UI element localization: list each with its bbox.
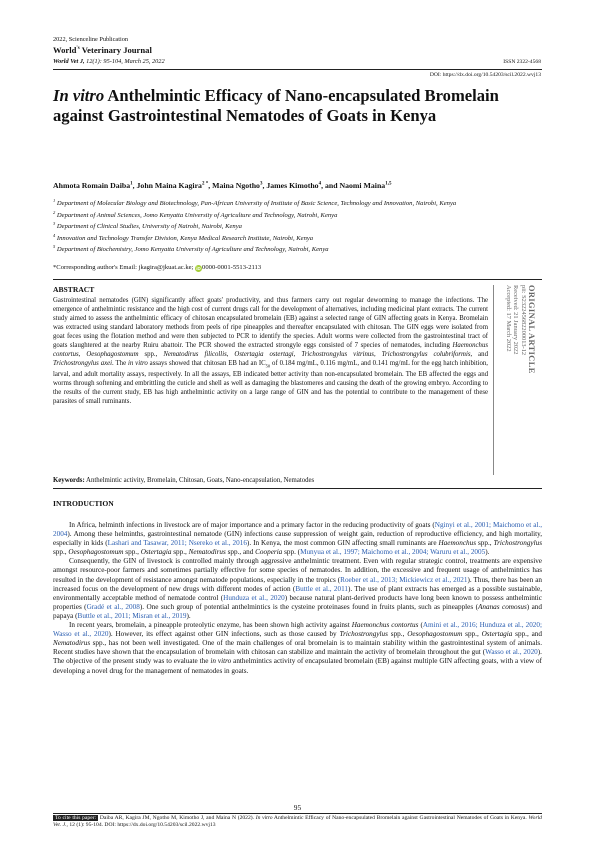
affiliation-item <box>53 243 543 255</box>
affiliation-text: Innovation and Technology Transfer Division, Kenya Medical Research Institute, Nairobi, Kenya <box>55 234 314 242</box>
citation-link[interactable]: Wasso et al., 2020 <box>485 648 538 657</box>
journal-sup: 's <box>76 46 80 52</box>
text-segment: spp., <box>53 548 69 557</box>
abstract-text-b: spp., <box>138 351 164 358</box>
abstract-body <box>53 296 488 406</box>
author-name: John Maina Kagira <box>136 181 202 190</box>
corresponding-email[interactable]: *Corresponding author's Email: jkagira@jkuat.ac.ke; <box>53 264 194 271</box>
citation-link[interactable]: Hunduza et al., 2020 <box>223 593 285 602</box>
author-name: Naomi Maina <box>339 181 386 190</box>
journal-name <box>53 45 152 55</box>
affiliation-number: 1 <box>53 198 56 203</box>
italic-term: in vitro <box>210 657 232 666</box>
keywords-label: Keywords: <box>53 477 85 484</box>
author-separator: , <box>262 181 267 190</box>
introduction-body <box>53 521 542 676</box>
intro-paragraph-1 <box>53 521 542 557</box>
author-affiliation-sup: 3 <box>259 181 263 187</box>
italic-term: Trichostrongylus <box>339 630 388 639</box>
text-segment: ). The use of plant extracts has emerged as a possible sustainable, environmentally acceptable method of nematode control ( <box>53 584 543 602</box>
issn: ISSN 2322-4568 <box>503 59 541 65</box>
cite-text: Daiba AR, Kagira JM, Ngotho M, Kimotho J, and Maina N (2022). <box>98 815 256 821</box>
accepted-date: Accepted: 17 March 2022 <box>504 285 512 352</box>
text-segment: anthelmintics activity of encapsulated bromelain (EB) against multiple GIN affecting goats, with a view of developing a novel drug for the management of nematodes in goats. <box>53 657 542 675</box>
abstract-ic-sub: 50 <box>265 363 271 369</box>
citation-link[interactable]: Nginyi et al., 2001; Maichomo et al., 2004 <box>53 521 542 539</box>
affiliation-item <box>53 220 543 232</box>
abstract-species-2: Nematodirus filicollis, Ostertagia ostertagi, Trichostrongylus vitrinus, Trichostrongylus colubriformis, <box>163 351 473 358</box>
citation-link[interactable]: Lashari and Tasawar, 2011; Nsereko et al., 2016 <box>107 539 247 548</box>
abstract-text-c: and <box>472 351 488 358</box>
citation-link[interactable]: Gradé et al., 2008 <box>86 602 140 611</box>
affiliation-number: 2 <box>53 209 56 215</box>
text-segment: ). <box>186 611 191 620</box>
cite-italic: In vitro <box>255 815 273 821</box>
italic-term: Ananas comosus <box>478 602 527 611</box>
abstract-text-f: of 0.184 mg/mL, 0.116 mg/mL, and 0.141 mg/mL for the egg hatch inhibition, larval, and adult mortality assays, respectively. In all the assays, EB indicated better activity than non-encapsulated bromelain. The EB affected the eggs and worms through softening and embrittling the cuticle and shell as well as damaging the blastomeres and causing the death of the growing embryo. According to the results of the current study, EB has high anthelmintic activity on a large range of GIN and has the potential to contribute to the management of these parasites of small ruminants. <box>53 360 489 406</box>
affiliation-list <box>53 197 543 255</box>
intro-paragraph-3 <box>53 621 542 676</box>
text-segment: ) because natural plant-derived products have long been known to possess anthelmintic properties ( <box>53 593 542 611</box>
affiliation-text: Department of Animal Sciences, Jomo Kenyatta University of Agriculture and Technology, Nairobi, Kenya <box>55 211 338 219</box>
title-rest: Anthelmintic Efficacy of Nano-encapsulated Bromelain against Gastrointestinal Nematodes of Goats in Kenya <box>53 86 499 125</box>
text-segment: spp., <box>171 548 189 557</box>
text-segment: ( <box>418 621 423 630</box>
text-segment: spp., and <box>512 630 542 639</box>
abstract-text-a: Gastrointestinal nematodes (GIN) significantly affect goats' productivity, and thus farmers carry out regular deworming to manage the infections. The emergence of anthelmintic resistance and the high cost of current drugs call for the development of alternatives, including medicinal plant extracts. The current study aimed to assess the anthelmintic efficacy of chitosan encapsulated bromelain (EB) against a selected range of GIN affecting goats in Kenya. Bromelain was extracted using standard laboratory methods from peels of ripe pineapples and thereafter encapsulated with chitosan. The GIN eggs were isolated from goat feces using the flotation method and were then subjected to PCR to identify the species. Adult worms were collected from the gastrointestinal tract of goats slaughtered at the nearby Ruiru abattoir. The PCR showed the extracted strongyle eggs consisted of 7 species of nematodes, including <box>53 297 488 349</box>
cite-text-2: Anthelmintic Efficacy of Nano-encapsulated Bromelain against Gastrointestinal Nematodes of Goats in Kenya. <box>272 815 529 821</box>
corresponding-author <box>53 264 261 272</box>
affiliation-text: Department of Molecular Biology and Biotechnology, Pan-African University of Institute of Basic Science, Technology and Innovation, Nairobi, Kenya <box>55 200 457 208</box>
text-segment: ) and papaya ( <box>53 602 542 620</box>
text-segment: ). The objective of the present study was to evaluate the <box>53 648 542 666</box>
orcid-number[interactable]: 0000-0001-5513-2113 <box>202 264 262 271</box>
text-segment: In recent years, bromelain, a pineapple proteolytic enzyme, has been shown high activity against <box>69 621 352 630</box>
article-title <box>53 86 543 125</box>
italic-term: Oesophagostomum <box>68 548 124 557</box>
text-segment: spp. ( <box>282 548 301 557</box>
citation-link[interactable]: Amini et al., 2016; Hunduza et al., 2020; Wasso et al., 2020 <box>53 621 542 639</box>
italic-term: Trichostrongylus <box>493 539 542 548</box>
publisher-line: 2022, Scienceline Publication <box>53 36 129 43</box>
author-affiliation-sup: 1 <box>130 181 133 187</box>
keywords-text: Anthelmintic activity, Bromelain, Chitosan, Goats, Nano-encapsulation, Nematodes <box>84 477 315 484</box>
affiliation-number: 5 <box>53 244 56 250</box>
affiliation-item <box>53 232 543 244</box>
text-segment: In Africa, helminth infections in livestock are of major importance and a primary factor in the reducing productivity of goats ( <box>69 521 435 529</box>
abstract-species-1: Haemonchus contortus, Oesophagostomum <box>53 342 488 358</box>
italic-term: Haemonchus <box>438 539 477 548</box>
abstract-bottom-rule <box>53 488 542 489</box>
author-separator: , <box>132 181 137 190</box>
affiliation-number: 3 <box>53 221 56 227</box>
pii: pii: S232245682200013-12 <box>519 285 527 356</box>
affiliation-text: Department of Biochemistry, Jomo Kenyatta University of Agriculture and Technology, Nairobi, Kenya <box>55 246 329 254</box>
footer-rule <box>53 813 542 814</box>
abstract-heading: ABSTRACT <box>53 285 95 294</box>
italic-term: Cooperia <box>255 548 283 557</box>
article-type: ORIGINAL ARTICLE <box>526 285 536 374</box>
citation-link[interactable]: Munyua et al., 1997; Maichomo et al., 2004; Waruru et al., 2005 <box>300 548 486 557</box>
affiliation-text: Department of Clinical Studies, University of Nairobi, Nairobi, Kenya <box>55 223 242 231</box>
abstract-text-e: assays showed that chitosan EB had an IC <box>147 360 266 367</box>
text-segment: ). Thus, there has been an increased focus on the development of new drugs with different modes of action ( <box>53 575 542 593</box>
page-number: 95 <box>293 803 302 812</box>
affiliation-number: 4 <box>53 232 56 238</box>
cite-text-3: 12 (1): 95-104. DOI: https://dx.doi.org/10.54203/scil.2022.wvj13 <box>67 822 216 829</box>
citation-rest: 12(1): 95-104, March 25, 2022 <box>84 58 165 65</box>
doi[interactable]: DOI: https://dx.doi.org/10.54203/scil.2022.wvj13 <box>429 72 541 78</box>
italic-term: Ostertagia <box>140 548 172 557</box>
italic-term: Oesophagostomum <box>407 630 463 639</box>
author-list <box>53 181 543 190</box>
italic-term: Nematodirus <box>53 639 91 648</box>
text-segment: spp., has not been well investigated. One of the main challenges of oral bromelain is to maintain stability within the gastrointestinal system of animals. Recent studies have shown that the encapsulation of bromelain with chitosan can stabilize and maintain the activity of bromelain throughout the gut ( <box>53 639 542 657</box>
author-name: Ahmota Romain Daiba <box>53 181 131 190</box>
text-segment: ). In Kenya, the most common GIN affecting small ruminants are <box>246 539 439 548</box>
cite-this-paper <box>53 815 542 829</box>
affiliation-item <box>53 209 543 221</box>
intro-paragraph-2 <box>53 557 542 621</box>
author-affiliation-sup: 4 <box>318 181 322 187</box>
author-name: James Kimotho <box>266 181 319 190</box>
text-segment: spp., <box>123 548 141 557</box>
abstract-species-3: Trichostrongylus axei <box>53 360 113 367</box>
orcid-icon[interactable]: iD <box>196 266 201 271</box>
citation-link[interactable]: Buttle et al., 2011; Misran et al., 2019 <box>77 611 187 620</box>
italic-term: Nematodirus <box>188 548 226 557</box>
journal-name-a: World <box>53 45 77 55</box>
cite-journal: World Vet. J., <box>53 815 542 829</box>
abstract-invitro: in vitro <box>128 360 148 367</box>
citation-link[interactable]: Roeber et al., 2013; Mickiewicz et al., 2021 <box>340 575 468 584</box>
text-segment: spp., <box>462 630 482 639</box>
introduction-heading: INTRODUCTION <box>53 499 114 508</box>
journal-name-b: Veterinary Journal <box>79 45 152 55</box>
text-segment: ). <box>485 548 490 557</box>
citation-line <box>53 58 165 66</box>
article-info-panel <box>493 285 546 475</box>
author-separator: , <box>208 181 213 190</box>
abstract-text-d: . The <box>112 360 128 367</box>
text-segment: spp., and <box>225 548 256 557</box>
author-separator: , and <box>321 181 340 190</box>
citation-journal: World Vet J, <box>53 58 85 65</box>
citation-link[interactable]: Buttle et al., 2011 <box>295 584 349 593</box>
text-segment: ). Among these helminths, gastrointestinal nematode (GIN) infections cause suppression of weight gain, reduction of reproductive efficiency, and high mortality, especially in kids ( <box>53 530 542 548</box>
affiliation-item <box>53 197 543 209</box>
title-italic: In vitro <box>53 86 105 105</box>
header-rule <box>53 69 542 70</box>
text-segment: ). One such group of potential anthelmintics is the cysteine proteinases found in fruits plants, such as pineapples ( <box>139 602 478 611</box>
text-segment: spp., <box>476 539 494 548</box>
keywords <box>53 477 314 484</box>
text-segment: ). However, its effect against other GIN infections, such as those caused by <box>108 630 340 639</box>
cite-label: To cite this paper: <box>55 815 97 821</box>
author-name: Maina Ngotho <box>212 181 260 190</box>
italic-term: Haemonchus contortus <box>351 621 419 630</box>
text-segment: spp., <box>387 630 408 639</box>
author-affiliation-sup: 2 * <box>201 181 209 187</box>
abstract-top-rule <box>53 279 542 280</box>
text-segment: Consequently, the GIN of livestock is controlled mainly through aggressive anthelmintic treatment. Even with regular strategic control, treatments are expensive amongst resource-poor farmers and sometimes partially effective for some species of nematodes. In addition, the excessive and frequent usage of anthelmintics has resulted in the development of resistance amongst nematode populations, especially in the tropics ( <box>53 557 542 584</box>
italic-term: Ostertagia <box>481 630 513 639</box>
received-date: Received: 21 January 2022 <box>512 285 520 355</box>
author-affiliation-sup: 1,5 <box>385 181 392 187</box>
